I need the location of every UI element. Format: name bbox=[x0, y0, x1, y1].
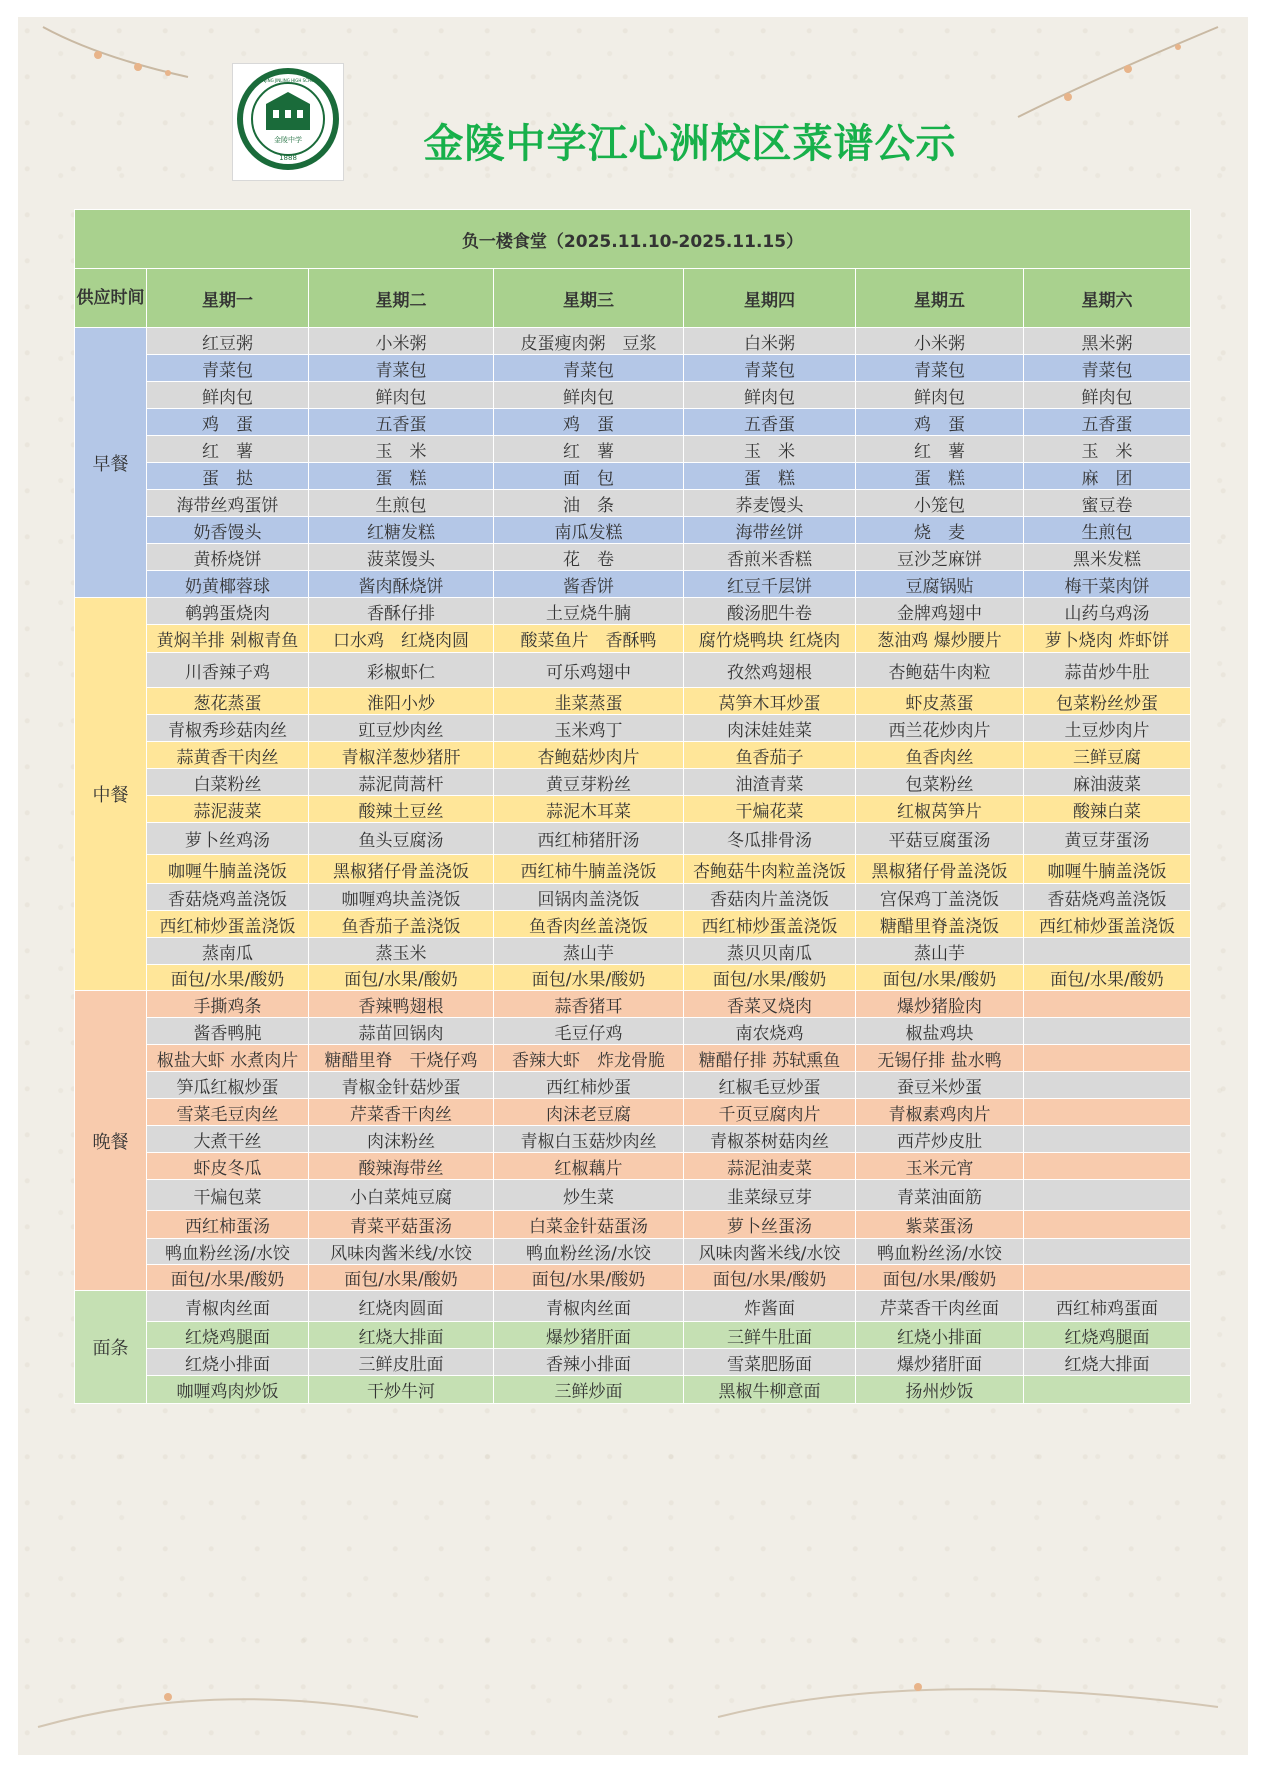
dish-cell: 香菇烧鸡盖浇饭 bbox=[1024, 884, 1191, 911]
menu-row bbox=[75, 688, 1191, 715]
dish-cell: 奶香馒头 bbox=[147, 517, 309, 544]
day-header: 星期一 bbox=[147, 269, 309, 328]
dish-cell: 红豆千层饼 bbox=[684, 571, 856, 598]
dish-cell: 杏鲍菇炒肉片 bbox=[494, 742, 684, 769]
dish-cell bbox=[1024, 1126, 1191, 1153]
dish-cell: 黑椒猪仔骨盖浇饭 bbox=[309, 855, 494, 884]
dish-cell: 玉 米 bbox=[684, 436, 856, 463]
dish-cell: 黄焖羊排 剁椒青鱼 bbox=[147, 625, 309, 653]
dish-cell bbox=[1024, 991, 1191, 1018]
dish-cell: 油渣青菜 bbox=[684, 769, 856, 796]
dish-cell: 雪菜毛豆肉丝 bbox=[147, 1099, 309, 1126]
dish-cell: 玉 米 bbox=[309, 436, 494, 463]
dish-cell: 肉沫娃娃菜 bbox=[684, 715, 856, 742]
dish-cell: 面包/水果/酸奶 bbox=[494, 965, 684, 991]
dish-cell: 香辣鸭翅根 bbox=[309, 991, 494, 1018]
dish-cell: 鲜肉包 bbox=[1024, 382, 1191, 409]
dish-cell: 可乐鸡翅中 bbox=[494, 653, 684, 688]
dish-cell: 青菜包 bbox=[1024, 355, 1191, 382]
menu-row bbox=[75, 1211, 1191, 1239]
dish-cell: 萝卜烧肉 炸虾饼 bbox=[1024, 625, 1191, 653]
dish-cell: 蚕豆米炒蛋 bbox=[856, 1072, 1024, 1099]
dish-cell: 青菜包 bbox=[309, 355, 494, 382]
dish-cell: 口水鸡 红烧肉圆 bbox=[309, 625, 494, 653]
dish-cell: 青菜包 bbox=[147, 355, 309, 382]
dish-cell: 鲜肉包 bbox=[856, 382, 1024, 409]
dish-cell: 蒸玉米 bbox=[309, 938, 494, 965]
meal-label: 面条 bbox=[75, 1291, 147, 1404]
dish-cell: 爆炒猪肝面 bbox=[856, 1349, 1024, 1376]
dish-cell: 油 条 bbox=[494, 490, 684, 517]
dish-cell: 面包/水果/酸奶 bbox=[856, 1265, 1024, 1291]
dish-cell: 红烧鸡腿面 bbox=[1024, 1322, 1191, 1349]
dish-cell: 蒜泥木耳菜 bbox=[494, 796, 684, 823]
menu-row bbox=[75, 490, 1191, 517]
menu-row bbox=[75, 436, 1191, 463]
dish-cell: 玉米鸡丁 bbox=[494, 715, 684, 742]
menu-row bbox=[75, 742, 1191, 769]
dish-cell: 鱼香茄子 bbox=[684, 742, 856, 769]
dish-cell: 鸡 蛋 bbox=[856, 409, 1024, 436]
dish-cell: 红椒莴笋片 bbox=[856, 796, 1024, 823]
dish-cell: 鲜肉包 bbox=[309, 382, 494, 409]
school-logo bbox=[232, 63, 344, 181]
menu-row bbox=[75, 463, 1191, 490]
dish-cell: 酸菜鱼片 香酥鸭 bbox=[494, 625, 684, 653]
dish-cell: 鸭血粉丝汤/水饺 bbox=[856, 1239, 1024, 1265]
dish-cell: 三鲜豆腐 bbox=[1024, 742, 1191, 769]
dish-cell: 炒生菜 bbox=[494, 1180, 684, 1211]
dish-cell: 手撕鸡条 bbox=[147, 991, 309, 1018]
dish-cell: 咖喱牛腩盖浇饭 bbox=[147, 855, 309, 884]
dish-cell: 鱼香肉丝 bbox=[856, 742, 1024, 769]
dish-cell: 咖喱牛腩盖浇饭 bbox=[1024, 855, 1191, 884]
dish-cell: 干炒牛河 bbox=[309, 1376, 494, 1404]
menu-row bbox=[75, 598, 1191, 625]
dish-cell: 西红柿猪肝汤 bbox=[494, 823, 684, 855]
dish-cell: 青椒金针菇炒蛋 bbox=[309, 1072, 494, 1099]
dish-cell: 荞麦馒头 bbox=[684, 490, 856, 517]
dish-cell: 虾皮冬瓜 bbox=[147, 1153, 309, 1180]
dish-cell: 鲜肉包 bbox=[684, 382, 856, 409]
day-header: 星期六 bbox=[1024, 269, 1191, 328]
dish-cell bbox=[1024, 1211, 1191, 1239]
branch-decoration-top-left bbox=[38, 17, 198, 107]
dish-cell: 黄豆芽粉丝 bbox=[494, 769, 684, 796]
dish-cell: 回锅肉盖浇饭 bbox=[494, 884, 684, 911]
meal-label: 早餐 bbox=[75, 328, 147, 598]
dish-cell: 南瓜发糕 bbox=[494, 517, 684, 544]
dish-cell: 干煸包菜 bbox=[147, 1180, 309, 1211]
dish-cell bbox=[1024, 938, 1191, 965]
branch-decoration-top-right bbox=[1008, 17, 1228, 137]
dish-cell: 蒸山芋 bbox=[856, 938, 1024, 965]
menu-row bbox=[75, 1322, 1191, 1349]
dish-cell: 红烧大排面 bbox=[309, 1322, 494, 1349]
dish-cell: 葱花蒸蛋 bbox=[147, 688, 309, 715]
dish-cell: 金牌鸡翅中 bbox=[856, 598, 1024, 625]
dish-cell: 青椒肉丝面 bbox=[494, 1291, 684, 1322]
dish-cell: 青菜包 bbox=[856, 355, 1024, 382]
dish-cell: 蛋 糕 bbox=[684, 463, 856, 490]
svg-text:1888: 1888 bbox=[279, 154, 297, 162]
dish-cell: 川香辣子鸡 bbox=[147, 653, 309, 688]
table-header: 负一楼食堂（2025.11.10-2025.11.15） bbox=[75, 210, 1191, 269]
day-header: 星期四 bbox=[684, 269, 856, 328]
menu-row bbox=[75, 328, 1191, 355]
dish-cell: 五香蛋 bbox=[684, 409, 856, 436]
dish-cell: 小白菜炖豆腐 bbox=[309, 1180, 494, 1211]
dish-cell: 西红柿鸡蛋面 bbox=[1024, 1291, 1191, 1322]
svg-text:金陵中学: 金陵中学 bbox=[274, 136, 302, 144]
dish-cell: 西兰花炒肉片 bbox=[856, 715, 1024, 742]
dish-cell: 面包/水果/酸奶 bbox=[494, 1265, 684, 1291]
menu-row bbox=[75, 715, 1191, 742]
dish-cell: 面包/水果/酸奶 bbox=[147, 1265, 309, 1291]
dish-cell: 扬州炒饭 bbox=[856, 1376, 1024, 1404]
dish-cell: 无锡仔排 盐水鸭 bbox=[856, 1045, 1024, 1072]
dish-cell: 蒜泥菠菜 bbox=[147, 796, 309, 823]
dish-cell: 糖醋里脊 干烧仔鸡 bbox=[309, 1045, 494, 1072]
dish-cell: 彩椒虾仁 bbox=[309, 653, 494, 688]
dish-cell: 玉 米 bbox=[1024, 436, 1191, 463]
dish-cell: 豇豆炒肉丝 bbox=[309, 715, 494, 742]
dish-cell: 杏鲍菇牛肉粒盖浇饭 bbox=[684, 855, 856, 884]
dish-cell: 爆炒猪肝面 bbox=[494, 1322, 684, 1349]
menu-row bbox=[75, 911, 1191, 938]
menu-row bbox=[75, 1291, 1191, 1322]
dish-cell: 烧 麦 bbox=[856, 517, 1024, 544]
dish-cell: 五香蛋 bbox=[1024, 409, 1191, 436]
menu-row bbox=[75, 653, 1191, 688]
dish-cell: 糖醋里脊盖浇饭 bbox=[856, 911, 1024, 938]
dish-cell: 蒜黄香干肉丝 bbox=[147, 742, 309, 769]
dish-cell: 红豆粥 bbox=[147, 328, 309, 355]
dish-cell: 鱼头豆腐汤 bbox=[309, 823, 494, 855]
menu-row bbox=[75, 1239, 1191, 1265]
dish-cell: 咖喱鸡块盖浇饭 bbox=[309, 884, 494, 911]
dish-cell: 鸭血粉丝汤/水饺 bbox=[494, 1239, 684, 1265]
dish-cell: 冬瓜排骨汤 bbox=[684, 823, 856, 855]
menu-row bbox=[75, 1099, 1191, 1126]
dish-cell: 黑米发糕 bbox=[1024, 544, 1191, 571]
day-header: 星期五 bbox=[856, 269, 1024, 328]
dish-cell: 香菇烧鸡盖浇饭 bbox=[147, 884, 309, 911]
dish-cell: 炸酱面 bbox=[684, 1291, 856, 1322]
dish-cell: 玉米元宵 bbox=[856, 1153, 1024, 1180]
dish-cell: 红 薯 bbox=[147, 436, 309, 463]
dish-cell: 青菜包 bbox=[494, 355, 684, 382]
dish-cell: 花 卷 bbox=[494, 544, 684, 571]
dish-cell: 黑椒猪仔骨盖浇饭 bbox=[856, 855, 1024, 884]
dish-cell: 面包/水果/酸奶 bbox=[684, 965, 856, 991]
menu-row bbox=[75, 571, 1191, 598]
dish-cell: 蛋 糕 bbox=[309, 463, 494, 490]
time-column-header: 供应时间 bbox=[75, 269, 147, 328]
dish-cell: 平菇豆腐蛋汤 bbox=[856, 823, 1024, 855]
dish-cell: 风味肉酱米线/水饺 bbox=[309, 1239, 494, 1265]
menu-row bbox=[75, 1018, 1191, 1045]
dish-cell bbox=[1024, 1239, 1191, 1265]
dish-cell: 奶黄椰蓉球 bbox=[147, 571, 309, 598]
menu-row bbox=[75, 1126, 1191, 1153]
dish-cell: 椒盐大虾 水煮肉片 bbox=[147, 1045, 309, 1072]
menu-row bbox=[75, 796, 1191, 823]
dish-cell: 白米粥 bbox=[684, 328, 856, 355]
dish-cell: 蒜苗回锅肉 bbox=[309, 1018, 494, 1045]
dish-cell bbox=[1024, 1180, 1191, 1211]
dish-cell bbox=[1024, 1099, 1191, 1126]
dish-cell: 菠菜馒头 bbox=[309, 544, 494, 571]
dish-cell: 莴笋木耳炒蛋 bbox=[684, 688, 856, 715]
dish-cell bbox=[1024, 1045, 1191, 1072]
dish-cell: 麻 团 bbox=[1024, 463, 1191, 490]
dish-cell bbox=[1024, 1376, 1191, 1404]
meal-label: 中餐 bbox=[75, 598, 147, 991]
dish-cell: 鸡 蛋 bbox=[494, 409, 684, 436]
menu-row bbox=[75, 769, 1191, 796]
dish-cell: 鹌鹑蛋烧肉 bbox=[147, 598, 309, 625]
dish-cell: 三鲜牛肚面 bbox=[684, 1322, 856, 1349]
menu-row bbox=[75, 991, 1191, 1018]
menu-row bbox=[75, 855, 1191, 884]
dish-cell: 红烧鸡腿面 bbox=[147, 1322, 309, 1349]
dish-cell: 西红柿牛腩盖浇饭 bbox=[494, 855, 684, 884]
menu-row bbox=[75, 1376, 1191, 1404]
dish-cell: 酸汤肥牛卷 bbox=[684, 598, 856, 625]
dish-cell: 小米粥 bbox=[856, 328, 1024, 355]
dish-cell: 土豆炒肉片 bbox=[1024, 715, 1191, 742]
dish-cell: 红烧小排面 bbox=[147, 1349, 309, 1376]
dish-cell: 青椒洋葱炒猪肝 bbox=[309, 742, 494, 769]
dish-cell: 虾皮蒸蛋 bbox=[856, 688, 1024, 715]
dish-cell: 香煎米香糕 bbox=[684, 544, 856, 571]
dish-cell: 皮蛋瘦肉粥 豆浆 bbox=[494, 328, 684, 355]
dish-cell: 红椒毛豆炒蛋 bbox=[684, 1072, 856, 1099]
day-header: 星期二 bbox=[309, 269, 494, 328]
menu-row bbox=[75, 1045, 1191, 1072]
dish-cell: 青椒茶树菇肉丝 bbox=[684, 1126, 856, 1153]
dish-cell: 韭菜绿豆芽 bbox=[684, 1180, 856, 1211]
dish-cell: 蒜香猪耳 bbox=[494, 991, 684, 1018]
dish-cell: 西红柿炒蛋盖浇饭 bbox=[1024, 911, 1191, 938]
dish-cell: 黑椒牛柳意面 bbox=[684, 1376, 856, 1404]
dish-cell bbox=[1024, 1153, 1191, 1180]
dish-cell: 蒸山芋 bbox=[494, 938, 684, 965]
dish-cell: 笋瓜红椒炒蛋 bbox=[147, 1072, 309, 1099]
dish-cell: 生煎包 bbox=[1024, 517, 1191, 544]
dish-cell: 椒盐鸡块 bbox=[856, 1018, 1024, 1045]
menu-row bbox=[75, 1349, 1191, 1376]
menu-row bbox=[75, 938, 1191, 965]
dish-cell: 海带丝饼 bbox=[684, 517, 856, 544]
dish-cell: 红 薯 bbox=[494, 436, 684, 463]
menu-row bbox=[75, 544, 1191, 571]
dish-cell: 蛋 糕 bbox=[856, 463, 1024, 490]
dish-cell: 腐竹烧鸭块 红烧肉 bbox=[684, 625, 856, 653]
dish-cell: 红 薯 bbox=[856, 436, 1024, 463]
dish-cell: 红糖发糕 bbox=[309, 517, 494, 544]
dish-cell: 酸辣白菜 bbox=[1024, 796, 1191, 823]
dish-cell: 爆炒猪脸肉 bbox=[856, 991, 1024, 1018]
dish-cell: 白菜金针菇蛋汤 bbox=[494, 1211, 684, 1239]
dish-cell: 酱香饼 bbox=[494, 571, 684, 598]
dish-cell: 黑米粥 bbox=[1024, 328, 1191, 355]
svg-text:NANJING JINLING HIGH SCHOOL: NANJING JINLING HIGH SCHOOL bbox=[256, 78, 320, 83]
dish-cell: 青椒肉丝面 bbox=[147, 1291, 309, 1322]
dish-cell: 鲜肉包 bbox=[494, 382, 684, 409]
dish-cell: 香菜叉烧肉 bbox=[684, 991, 856, 1018]
dish-cell: 孜然鸡翅根 bbox=[684, 653, 856, 688]
dish-cell: 土豆烧牛腩 bbox=[494, 598, 684, 625]
dish-cell: 酸辣海带丝 bbox=[309, 1153, 494, 1180]
dish-cell: 海带丝鸡蛋饼 bbox=[147, 490, 309, 517]
dish-cell bbox=[1024, 1018, 1191, 1045]
dish-cell: 韭菜蒸蛋 bbox=[494, 688, 684, 715]
dish-cell: 大煮干丝 bbox=[147, 1126, 309, 1153]
dish-cell: 鸭血粉丝汤/水饺 bbox=[147, 1239, 309, 1265]
dish-cell: 肉沫粉丝 bbox=[309, 1126, 494, 1153]
dish-cell: 鸡 蛋 bbox=[147, 409, 309, 436]
dish-cell: 酸辣土豆丝 bbox=[309, 796, 494, 823]
dish-cell: 芹菜香干肉丝面 bbox=[856, 1291, 1024, 1322]
dish-cell: 雪菜肥肠面 bbox=[684, 1349, 856, 1376]
dish-cell: 蛋 挞 bbox=[147, 463, 309, 490]
menu-body bbox=[75, 328, 1191, 1404]
menu-row bbox=[75, 1153, 1191, 1180]
dish-cell: 梅干菜肉饼 bbox=[1024, 571, 1191, 598]
dish-cell bbox=[1024, 1072, 1191, 1099]
dish-cell: 鱼香茄子盖浇饭 bbox=[309, 911, 494, 938]
dish-cell: 毛豆仔鸡 bbox=[494, 1018, 684, 1045]
dish-cell: 杏鲍菇牛肉粒 bbox=[856, 653, 1024, 688]
menu-table bbox=[74, 209, 1191, 1404]
menu-row bbox=[75, 625, 1191, 653]
menu-row bbox=[75, 1265, 1191, 1291]
meal-label: 晚餐 bbox=[75, 991, 147, 1291]
dish-cell: 包菜粉丝炒蛋 bbox=[1024, 688, 1191, 715]
dish-cell: 西红柿炒蛋盖浇饭 bbox=[684, 911, 856, 938]
dish-cell: 鲜肉包 bbox=[147, 382, 309, 409]
dish-cell: 豆腐锅贴 bbox=[856, 571, 1024, 598]
menu-row bbox=[75, 823, 1191, 855]
dish-cell: 西红柿炒蛋 bbox=[494, 1072, 684, 1099]
dish-cell: 酱肉酥烧饼 bbox=[309, 571, 494, 598]
menu-row bbox=[75, 965, 1191, 991]
menu-row bbox=[75, 884, 1191, 911]
dish-cell bbox=[1024, 1265, 1191, 1291]
dish-cell: 白菜粉丝 bbox=[147, 769, 309, 796]
dish-cell: 黄豆芽蛋汤 bbox=[1024, 823, 1191, 855]
dish-cell: 青菜油面筋 bbox=[856, 1180, 1024, 1211]
dish-cell: 三鲜炒面 bbox=[494, 1376, 684, 1404]
dish-cell: 蒸贝贝南瓜 bbox=[684, 938, 856, 965]
dish-cell: 香辣大虾 炸龙骨脆 bbox=[494, 1045, 684, 1072]
dish-cell: 豆沙芝麻饼 bbox=[856, 544, 1024, 571]
day-header-row bbox=[75, 269, 1191, 328]
dish-cell: 红烧大排面 bbox=[1024, 1349, 1191, 1376]
dish-cell: 肉沫老豆腐 bbox=[494, 1099, 684, 1126]
dish-cell: 香酥仔排 bbox=[309, 598, 494, 625]
dish-cell: 鱼香肉丝盖浇饭 bbox=[494, 911, 684, 938]
dish-cell: 萝卜丝鸡汤 bbox=[147, 823, 309, 855]
dish-cell: 面包/水果/酸奶 bbox=[856, 965, 1024, 991]
menu-row bbox=[75, 409, 1191, 436]
dish-cell: 面包/水果/酸奶 bbox=[309, 965, 494, 991]
dish-cell: 宫保鸡丁盖浇饭 bbox=[856, 884, 1024, 911]
dish-cell: 蒸南瓜 bbox=[147, 938, 309, 965]
dish-cell: 面包/水果/酸奶 bbox=[1024, 965, 1191, 991]
menu-row bbox=[75, 382, 1191, 409]
dish-cell: 紫菜蛋汤 bbox=[856, 1211, 1024, 1239]
dish-cell: 蒜苗炒牛肚 bbox=[1024, 653, 1191, 688]
dish-cell: 黄桥烧饼 bbox=[147, 544, 309, 571]
dish-cell: 西红柿炒蛋盖浇饭 bbox=[147, 911, 309, 938]
dish-cell: 面包/水果/酸奶 bbox=[684, 1265, 856, 1291]
day-header: 星期三 bbox=[494, 269, 684, 328]
menu-row bbox=[75, 1072, 1191, 1099]
dish-cell: 小笼包 bbox=[856, 490, 1024, 517]
dish-cell: 香辣小排面 bbox=[494, 1349, 684, 1376]
dish-cell: 面包/水果/酸奶 bbox=[147, 965, 309, 991]
dish-cell: 香菇肉片盖浇饭 bbox=[684, 884, 856, 911]
dish-cell: 小米粥 bbox=[309, 328, 494, 355]
dish-cell: 葱油鸡 爆炒腰片 bbox=[856, 625, 1024, 653]
menu-row bbox=[75, 355, 1191, 382]
dish-cell: 面 包 bbox=[494, 463, 684, 490]
dish-cell: 红烧肉圆面 bbox=[309, 1291, 494, 1322]
dish-cell: 青椒白玉菇炒肉丝 bbox=[494, 1126, 684, 1153]
dish-cell: 五香蛋 bbox=[309, 409, 494, 436]
page-title: 金陵中学江心洲校区菜谱公示 bbox=[423, 121, 957, 167]
menu-row bbox=[75, 1180, 1191, 1211]
dish-cell: 萝卜丝蛋汤 bbox=[684, 1211, 856, 1239]
dish-cell: 芹菜香干肉丝 bbox=[309, 1099, 494, 1126]
dish-cell: 青菜包 bbox=[684, 355, 856, 382]
dish-cell: 包菜粉丝 bbox=[856, 769, 1024, 796]
dish-cell: 蒜泥油麦菜 bbox=[684, 1153, 856, 1180]
dish-cell: 干煸花菜 bbox=[684, 796, 856, 823]
dish-cell: 南农烧鸡 bbox=[684, 1018, 856, 1045]
dish-cell: 青菜平菇蛋汤 bbox=[309, 1211, 494, 1239]
dish-cell: 西红柿蛋汤 bbox=[147, 1211, 309, 1239]
dish-cell: 风味肉酱米线/水饺 bbox=[684, 1239, 856, 1265]
dish-cell: 蒜泥茼蒿杆 bbox=[309, 769, 494, 796]
dish-cell: 生煎包 bbox=[309, 490, 494, 517]
dish-cell: 青椒秀珍菇肉丝 bbox=[147, 715, 309, 742]
dish-cell: 咖喱鸡肉炒饭 bbox=[147, 1376, 309, 1404]
dish-cell: 千页豆腐肉片 bbox=[684, 1099, 856, 1126]
branch-decoration-bottom bbox=[18, 1657, 1248, 1747]
dish-cell: 糖醋仔排 苏轼熏鱼 bbox=[684, 1045, 856, 1072]
dish-cell: 青椒素鸡肉片 bbox=[856, 1099, 1024, 1126]
dish-cell: 麻油菠菜 bbox=[1024, 769, 1191, 796]
dish-cell: 红烧小排面 bbox=[856, 1322, 1024, 1349]
dish-cell: 西芹炒皮肚 bbox=[856, 1126, 1024, 1153]
dish-cell: 面包/水果/酸奶 bbox=[309, 1265, 494, 1291]
dish-cell: 山药乌鸡汤 bbox=[1024, 598, 1191, 625]
dish-cell: 蜜豆卷 bbox=[1024, 490, 1191, 517]
dish-cell: 酱香鸭肫 bbox=[147, 1018, 309, 1045]
dish-cell: 三鲜皮肚面 bbox=[309, 1349, 494, 1376]
dish-cell: 红椒藕片 bbox=[494, 1153, 684, 1180]
dish-cell: 淮阳小炒 bbox=[309, 688, 494, 715]
menu-row bbox=[75, 517, 1191, 544]
